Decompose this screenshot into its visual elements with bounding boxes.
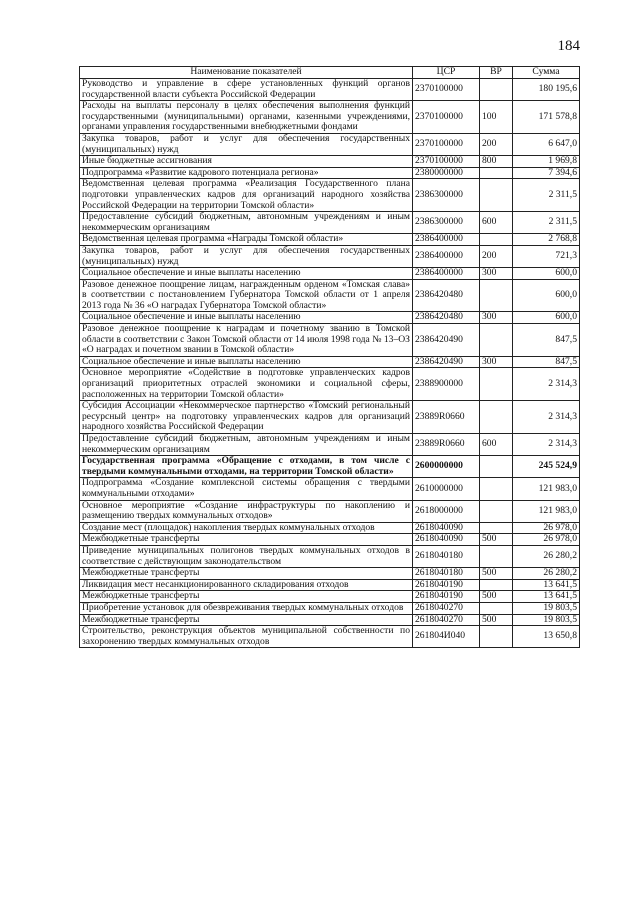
row-csr-cell: 2618040270 bbox=[413, 614, 480, 626]
row-csr-cell: 2618040190 bbox=[413, 591, 480, 603]
header-vr: ВР bbox=[480, 67, 513, 79]
row-csr-cell: 261804И040 bbox=[413, 626, 480, 648]
row-sum-cell: 2 314,3 bbox=[513, 401, 580, 434]
row-vr-cell: 300 bbox=[480, 356, 513, 368]
row-sum-cell: 600,0 bbox=[513, 268, 580, 280]
row-csr-cell: 2370100000 bbox=[413, 101, 480, 134]
row-name-cell: Строительство, реконструкция объектов муниципальной собственности по захоронению твердых коммунальных отходов bbox=[80, 626, 413, 648]
table-row bbox=[80, 156, 580, 168]
row-sum-cell: 600,0 bbox=[513, 312, 580, 324]
row-name-cell: Ведомственная целевая программа «Награды Томской области» bbox=[80, 234, 413, 246]
row-vr-cell: 200 bbox=[480, 245, 513, 267]
row-sum-cell: 171 578,8 bbox=[513, 101, 580, 134]
row-name-cell: Разовое денежное поощрение лицам, награжденным орденом «Томская слава» в соответствии с постановлением Губернатора Томской области от 1 апреля 2013 года № 36 «О наградах Губернатора Томской области» bbox=[80, 279, 413, 312]
row-name-cell: Приведение муниципальных полигонов твердых коммунальных отходов в соответствие с действующим законодательством bbox=[80, 545, 413, 567]
row-vr-cell: 600 bbox=[480, 212, 513, 234]
row-csr-cell: 2386300000 bbox=[413, 212, 480, 234]
row-name-cell: Руководство и управление в сфере установленных функций органов государственной власти субъекта Российской Федерации bbox=[80, 79, 413, 101]
row-name-cell: Разовое денежное поощрение к наградам и почетному званию в Томской области в соответствии с Закон Томской области от 14 июля 1998 года № 13–ОЗ «О наградах и почетном звании в Томской области» bbox=[80, 324, 413, 357]
table-row bbox=[80, 401, 580, 434]
row-name-cell: Подпрограмма «Развитие кадрового потенциала региона» bbox=[80, 167, 413, 179]
budget-table bbox=[79, 66, 580, 648]
row-vr-cell bbox=[480, 179, 513, 212]
row-name-cell: Приобретение установок для обезвреживания твердых коммунальных отходов bbox=[80, 602, 413, 614]
page-number: 184 bbox=[557, 38, 580, 54]
row-vr-cell bbox=[480, 401, 513, 434]
row-sum-cell: 6 647,0 bbox=[513, 133, 580, 155]
row-name-cell: Создание мест (площадок) накопления твердых коммунальных отходов bbox=[80, 522, 413, 534]
row-sum-cell: 26 280,2 bbox=[513, 545, 580, 567]
row-name-cell: Основное мероприятие «Содействие в подготовке управленческих кадров организаций приоритетных отраслей экономики и социальной сферы, расположенных на территории Томской области» bbox=[80, 368, 413, 401]
table-row bbox=[80, 591, 580, 603]
row-sum-cell: 2 311,5 bbox=[513, 212, 580, 234]
row-sum-cell: 2 311,5 bbox=[513, 179, 580, 212]
row-sum-cell: 121 983,0 bbox=[513, 500, 580, 522]
table-row bbox=[80, 522, 580, 534]
table-row bbox=[80, 568, 580, 580]
row-vr-cell: 300 bbox=[480, 268, 513, 280]
row-vr-cell: 500 bbox=[480, 534, 513, 546]
row-csr-cell: 2618040090 bbox=[413, 522, 480, 534]
row-name-cell: Ведомственная целевая программа «Реализация Государственного плана подготовки управленческих кадров для организаций народного хозяйства Российской Федерации на территории Томской области» bbox=[80, 179, 413, 212]
table-row bbox=[80, 179, 580, 212]
row-csr-cell: 2618040180 bbox=[413, 568, 480, 580]
row-sum-cell: 600,0 bbox=[513, 279, 580, 312]
table-row bbox=[80, 626, 580, 648]
row-name-cell: Иные бюджетные ассигнования bbox=[80, 156, 413, 168]
row-sum-cell: 2 314,3 bbox=[513, 368, 580, 401]
header-sum: Сумма bbox=[513, 67, 580, 79]
row-sum-cell: 847,5 bbox=[513, 324, 580, 357]
row-sum-cell: 2 768,8 bbox=[513, 234, 580, 246]
row-csr-cell: 2388900000 bbox=[413, 368, 480, 401]
header-csr: ЦСР bbox=[413, 67, 480, 79]
row-sum-cell: 245 524,9 bbox=[513, 456, 580, 478]
row-vr-cell bbox=[480, 626, 513, 648]
row-csr-cell: 2610000000 bbox=[413, 478, 480, 500]
row-vr-cell: 300 bbox=[480, 312, 513, 324]
table-row bbox=[80, 245, 580, 267]
row-vr-cell: 500 bbox=[480, 591, 513, 603]
row-name-cell: Субсидия Ассоциации «Некоммерческое партнерство «Томский региональный ресурсный центр» на подготовку управленческих кадров для организаций народного хозяйства Российской Федерации bbox=[80, 401, 413, 434]
table-row bbox=[80, 356, 580, 368]
row-csr-cell: 23889R0660 bbox=[413, 434, 480, 456]
row-name-cell: Расходы на выплаты персоналу в целях обеспечения выполнения функций государственными (муниципальными) органами, казенными учреждениями, органами управления государственными внебюджетными фондами bbox=[80, 101, 413, 134]
row-sum-cell: 26 280,2 bbox=[513, 568, 580, 580]
row-vr-cell: 100 bbox=[480, 101, 513, 134]
table-row bbox=[80, 212, 580, 234]
row-csr-cell: 2618040090 bbox=[413, 534, 480, 546]
row-csr-cell: 2600000000 bbox=[413, 456, 480, 478]
row-name-cell: Государственная программа «Обращение с отходами, в том числе с твердыми коммунальными отходами, на территории Томской области» bbox=[80, 456, 413, 478]
row-vr-cell bbox=[480, 456, 513, 478]
row-csr-cell: 2380000000 bbox=[413, 167, 480, 179]
row-sum-cell: 847,5 bbox=[513, 356, 580, 368]
table-header-row bbox=[80, 67, 580, 79]
table-row bbox=[80, 478, 580, 500]
header-name: Наименование показателей bbox=[80, 67, 413, 79]
row-vr-cell bbox=[480, 279, 513, 312]
row-vr-cell: 200 bbox=[480, 133, 513, 155]
row-csr-cell: 2386300000 bbox=[413, 179, 480, 212]
row-vr-cell bbox=[480, 167, 513, 179]
row-name-cell: Межбюджетные трансферты bbox=[80, 614, 413, 626]
table-row bbox=[80, 133, 580, 155]
row-sum-cell: 13 650,8 bbox=[513, 626, 580, 648]
row-csr-cell: 2370100000 bbox=[413, 133, 480, 155]
row-sum-cell: 7 394,6 bbox=[513, 167, 580, 179]
row-vr-cell: 600 bbox=[480, 434, 513, 456]
row-csr-cell: 2618040190 bbox=[413, 579, 480, 591]
row-sum-cell: 13 641,5 bbox=[513, 591, 580, 603]
row-csr-cell: 2618040270 bbox=[413, 602, 480, 614]
row-csr-cell: 2370100000 bbox=[413, 79, 480, 101]
row-csr-cell: 2386400000 bbox=[413, 234, 480, 246]
row-sum-cell: 2 314,3 bbox=[513, 434, 580, 456]
table-row bbox=[80, 602, 580, 614]
row-sum-cell: 26 978,0 bbox=[513, 534, 580, 546]
row-sum-cell: 121 983,0 bbox=[513, 478, 580, 500]
row-csr-cell: 2618040180 bbox=[413, 545, 480, 567]
row-name-cell: Межбюджетные трансферты bbox=[80, 591, 413, 603]
row-vr-cell bbox=[480, 368, 513, 401]
table-row bbox=[80, 79, 580, 101]
row-name-cell: Предоставление субсидий бюджетным, автономным учреждениям и иным некоммерческим организациям bbox=[80, 434, 413, 456]
table-row bbox=[80, 312, 580, 324]
row-vr-cell bbox=[480, 79, 513, 101]
row-sum-cell: 180 195,6 bbox=[513, 79, 580, 101]
row-vr-cell bbox=[480, 522, 513, 534]
row-name-cell: Предоставление субсидий бюджетным, автономным учреждениям и иным некоммерческим организациям bbox=[80, 212, 413, 234]
row-sum-cell: 19 803,5 bbox=[513, 614, 580, 626]
row-name-cell: Закупка товаров, работ и услуг для обеспечения государственных (муниципальных) нужд bbox=[80, 245, 413, 267]
table-row bbox=[80, 579, 580, 591]
table-row bbox=[80, 614, 580, 626]
row-vr-cell bbox=[480, 324, 513, 357]
row-vr-cell: 500 bbox=[480, 568, 513, 580]
row-name-cell: Социальное обеспечение и иные выплаты населению bbox=[80, 268, 413, 280]
row-name-cell: Подпрограмма «Создание комплексной системы обращения с твердыми коммунальными отходами» bbox=[80, 478, 413, 500]
row-name-cell: Межбюджетные трансферты bbox=[80, 568, 413, 580]
table-row bbox=[80, 279, 580, 312]
row-csr-cell: 2386400000 bbox=[413, 245, 480, 267]
row-sum-cell: 1 969,8 bbox=[513, 156, 580, 168]
row-name-cell: Ликвидация мест несанкционированного складирования отходов bbox=[80, 579, 413, 591]
row-name-cell: Социальное обеспечение и иные выплаты населению bbox=[80, 356, 413, 368]
row-name-cell: Закупка товаров, работ и услуг для обеспечения государственных (муниципальных) нужд bbox=[80, 133, 413, 155]
row-sum-cell: 26 978,0 bbox=[513, 522, 580, 534]
row-name-cell: Межбюджетные трансферты bbox=[80, 534, 413, 546]
table-row bbox=[80, 101, 580, 134]
row-vr-cell: 500 bbox=[480, 614, 513, 626]
row-csr-cell: 2386420480 bbox=[413, 279, 480, 312]
table-row bbox=[80, 456, 580, 478]
row-csr-cell: 2386420490 bbox=[413, 324, 480, 357]
table-row bbox=[80, 534, 580, 546]
table-row bbox=[80, 234, 580, 246]
row-sum-cell: 13 641,5 bbox=[513, 579, 580, 591]
table-row bbox=[80, 324, 580, 357]
table-body bbox=[80, 79, 580, 648]
table-row bbox=[80, 545, 580, 567]
row-name-cell: Основное мероприятие «Создание инфраструктуры по накоплению и размещению твердых коммунальных отходов» bbox=[80, 500, 413, 522]
table-row bbox=[80, 167, 580, 179]
row-vr-cell bbox=[480, 602, 513, 614]
row-csr-cell: 23889R0660 bbox=[413, 401, 480, 434]
row-vr-cell: 800 bbox=[480, 156, 513, 168]
row-vr-cell bbox=[480, 579, 513, 591]
row-csr-cell: 2386420480 bbox=[413, 312, 480, 324]
row-csr-cell: 2370100000 bbox=[413, 156, 480, 168]
row-vr-cell bbox=[480, 545, 513, 567]
row-sum-cell: 19 803,5 bbox=[513, 602, 580, 614]
row-vr-cell bbox=[480, 478, 513, 500]
table-row bbox=[80, 368, 580, 401]
row-vr-cell bbox=[480, 234, 513, 246]
table-row bbox=[80, 268, 580, 280]
table-row bbox=[80, 500, 580, 522]
row-csr-cell: 2386420490 bbox=[413, 356, 480, 368]
row-csr-cell: 2386400000 bbox=[413, 268, 480, 280]
row-vr-cell bbox=[480, 500, 513, 522]
row-csr-cell: 2618000000 bbox=[413, 500, 480, 522]
row-name-cell: Социальное обеспечение и иные выплаты населению bbox=[80, 312, 413, 324]
table-row bbox=[80, 434, 580, 456]
row-sum-cell: 721,3 bbox=[513, 245, 580, 267]
